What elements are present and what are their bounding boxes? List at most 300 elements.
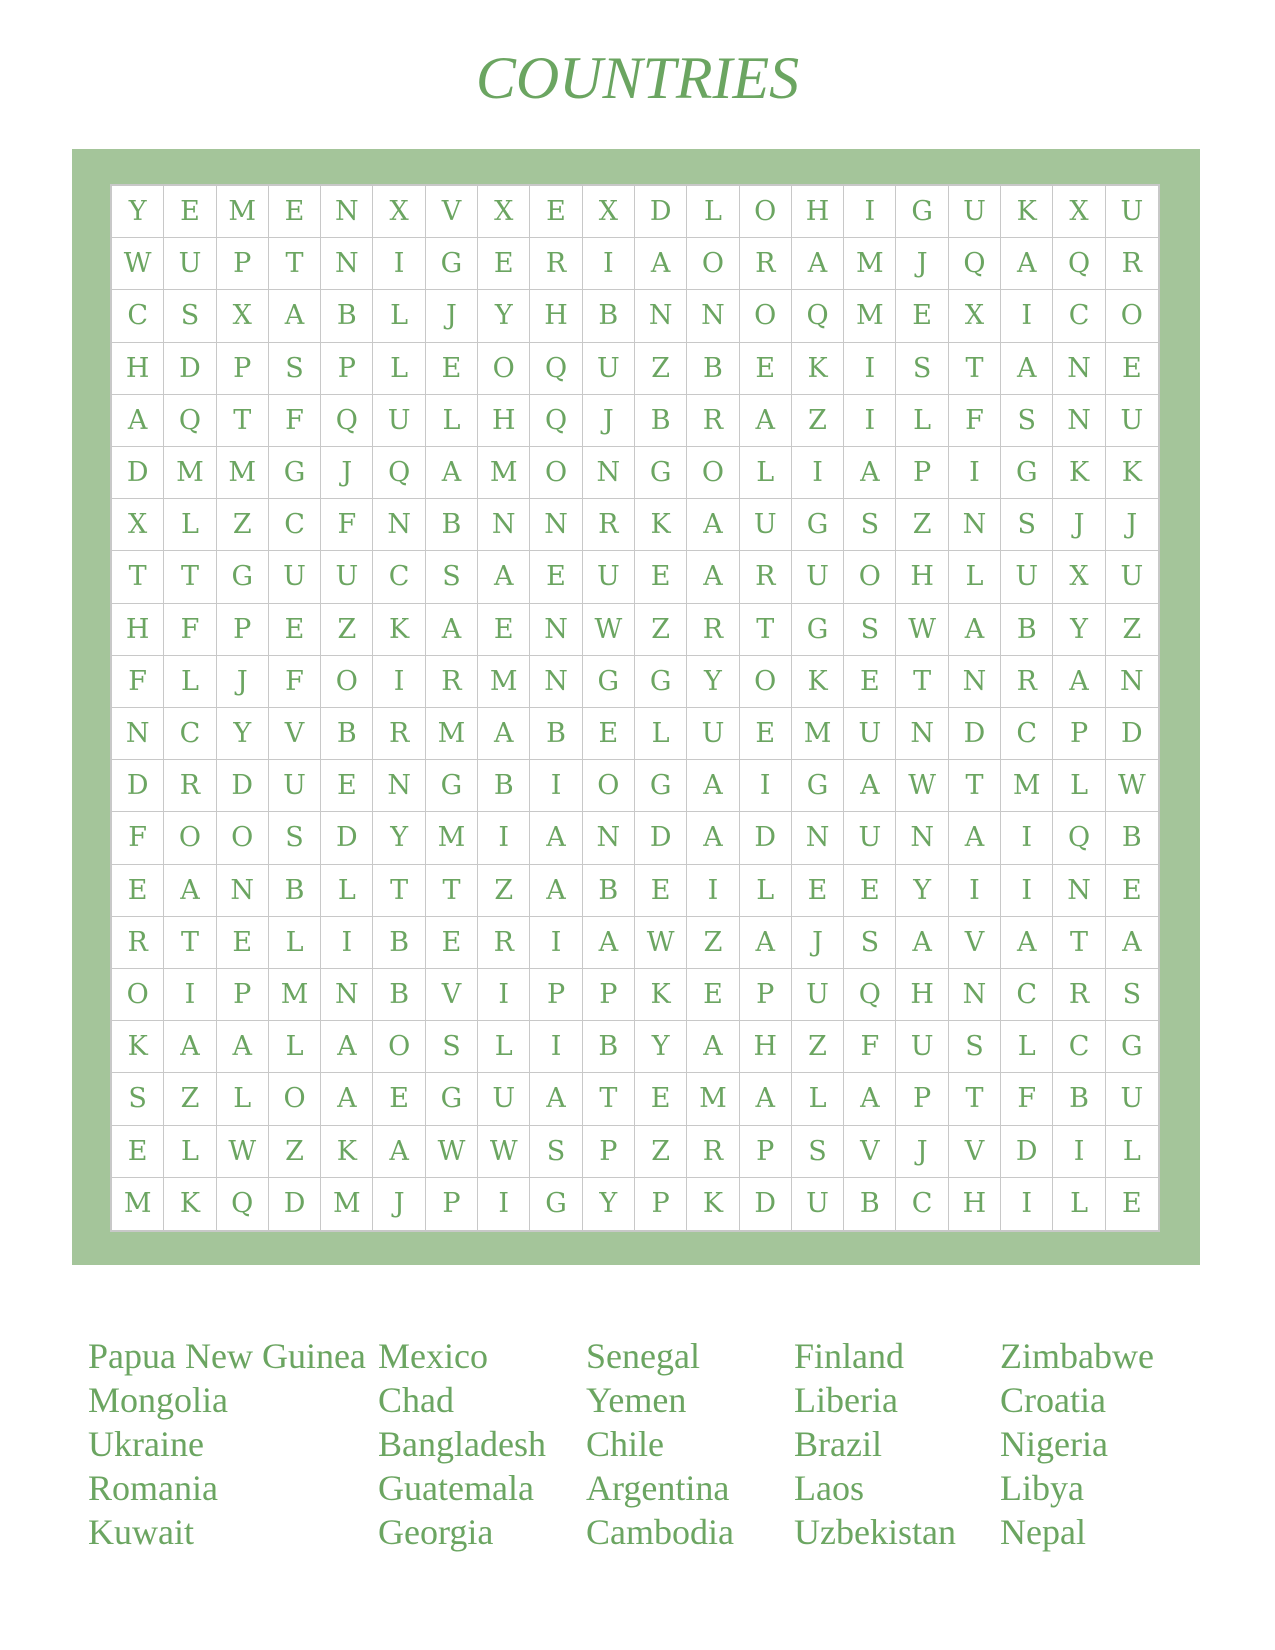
grid-cell[interactable]: J (1106, 499, 1158, 551)
grid-cell[interactable]: A (1001, 917, 1053, 969)
grid-cell[interactable]: P (217, 238, 269, 290)
grid-cell[interactable]: U (1106, 395, 1158, 447)
grid-cell[interactable]: J (321, 447, 373, 499)
grid-cell[interactable]: S (844, 499, 896, 551)
grid-cell[interactable]: T (164, 551, 216, 603)
grid-cell[interactable]: N (321, 969, 373, 1021)
grid-cell[interactable]: O (1106, 290, 1158, 342)
grid-cell[interactable]: M (217, 447, 269, 499)
grid-cell[interactable]: Z (269, 1126, 321, 1178)
grid-cell[interactable]: M (478, 447, 530, 499)
grid-cell[interactable]: G (792, 760, 844, 812)
grid-cell[interactable]: C (164, 708, 216, 760)
grid-cell[interactable]: I (949, 865, 1001, 917)
grid-cell[interactable]: H (112, 343, 164, 395)
grid-cell[interactable]: A (321, 1073, 373, 1125)
grid-cell[interactable]: A (792, 238, 844, 290)
grid-cell[interactable]: I (583, 238, 635, 290)
grid-cell[interactable]: G (635, 656, 687, 708)
grid-cell[interactable]: F (321, 499, 373, 551)
grid-cell[interactable]: S (949, 1021, 1001, 1073)
grid-cell[interactable]: Z (1106, 604, 1158, 656)
grid-cell[interactable]: J (217, 656, 269, 708)
grid-cell[interactable]: I (1001, 812, 1053, 864)
grid-cell[interactable]: C (1001, 969, 1053, 1021)
grid-cell[interactable]: I (478, 812, 530, 864)
grid-cell[interactable]: G (1001, 447, 1053, 499)
grid-cell[interactable]: S (164, 290, 216, 342)
grid-cell[interactable]: M (844, 238, 896, 290)
grid-cell[interactable]: Z (687, 917, 739, 969)
grid-cell[interactable]: G (583, 656, 635, 708)
grid-cell[interactable]: N (530, 656, 582, 708)
grid-cell[interactable]: O (740, 186, 792, 238)
grid-cell[interactable]: E (1106, 865, 1158, 917)
grid-cell[interactable]: H (530, 290, 582, 342)
grid-cell[interactable]: D (1001, 1126, 1053, 1178)
grid-cell[interactable]: R (478, 917, 530, 969)
grid-cell[interactable]: Y (635, 1021, 687, 1073)
grid-cell[interactable]: Z (792, 1021, 844, 1073)
grid-cell[interactable]: R (426, 656, 478, 708)
grid-cell[interactable]: Q (321, 395, 373, 447)
grid-cell[interactable]: L (373, 343, 425, 395)
grid-cell[interactable]: V (269, 708, 321, 760)
grid-cell[interactable]: B (1106, 812, 1158, 864)
grid-cell[interactable]: I (1001, 290, 1053, 342)
grid-cell[interactable]: K (792, 656, 844, 708)
grid-cell[interactable]: F (844, 1021, 896, 1073)
grid-cell[interactable]: L (478, 1021, 530, 1073)
grid-cell[interactable]: Q (373, 447, 425, 499)
grid-cell[interactable]: S (1106, 969, 1158, 1021)
grid-cell[interactable]: R (1106, 238, 1158, 290)
grid-cell[interactable]: N (321, 186, 373, 238)
grid-cell[interactable]: G (217, 551, 269, 603)
grid-cell[interactable]: O (740, 656, 792, 708)
grid-cell[interactable]: O (321, 656, 373, 708)
grid-cell[interactable]: X (373, 186, 425, 238)
grid-cell[interactable]: E (269, 604, 321, 656)
grid-cell[interactable]: E (112, 1126, 164, 1178)
grid-cell[interactable]: B (635, 395, 687, 447)
grid-cell[interactable]: I (321, 917, 373, 969)
grid-cell[interactable]: F (112, 656, 164, 708)
grid-cell[interactable]: E (635, 1073, 687, 1125)
grid-cell[interactable]: Q (530, 343, 582, 395)
grid-cell[interactable]: Q (217, 1178, 269, 1230)
grid-cell[interactable]: T (426, 865, 478, 917)
grid-cell[interactable]: U (792, 969, 844, 1021)
grid-cell[interactable]: X (583, 186, 635, 238)
grid-cell[interactable]: E (530, 551, 582, 603)
grid-cell[interactable]: E (1121, 1188, 1142, 1220)
grid-cell[interactable]: T (373, 865, 425, 917)
grid-cell[interactable]: A (687, 760, 739, 812)
grid-cell[interactable]: B (373, 969, 425, 1021)
grid-cell[interactable]: P (1053, 708, 1105, 760)
grid-cell[interactable]: M (792, 708, 844, 760)
grid-cell[interactable]: L (217, 1073, 269, 1125)
grid-cell[interactable]: E (687, 969, 739, 1021)
grid-cell[interactable]: U (687, 708, 739, 760)
grid-cell[interactable]: L (164, 1126, 216, 1178)
grid-cell[interactable]: L (635, 708, 687, 760)
grid-cell[interactable]: V (949, 917, 1001, 969)
grid-cell[interactable]: O (269, 1073, 321, 1125)
grid-cell[interactable]: B (583, 290, 635, 342)
grid-cell[interactable]: W (217, 1126, 269, 1178)
grid-cell[interactable]: A (896, 917, 948, 969)
grid-cell[interactable]: M (426, 708, 478, 760)
grid-cell[interactable]: X (949, 290, 1001, 342)
grid-cell[interactable]: I (792, 447, 844, 499)
grid-cell[interactable]: T (896, 656, 948, 708)
grid-cell[interactable]: O (687, 447, 739, 499)
grid-cell[interactable]: A (373, 1126, 425, 1178)
grid-cell[interactable]: H (740, 1021, 792, 1073)
grid-cell[interactable]: K (164, 1178, 216, 1230)
grid-cell[interactable]: N (321, 238, 373, 290)
grid-cell[interactable]: E (635, 551, 687, 603)
grid-cell[interactable]: W (112, 238, 164, 290)
grid-cell[interactable]: I (844, 343, 896, 395)
grid-cell[interactable]: Z (217, 499, 269, 551)
grid-cell[interactable]: A (1001, 238, 1053, 290)
grid-cell[interactable]: A (321, 1021, 373, 1073)
grid-cell[interactable]: D (112, 447, 164, 499)
grid-cell[interactable]: Q (949, 238, 1001, 290)
grid-cell[interactable]: N (1106, 656, 1158, 708)
grid-cell[interactable]: M (687, 1073, 739, 1125)
grid-cell[interactable]: L (321, 865, 373, 917)
grid-cell[interactable]: L (269, 917, 321, 969)
grid-cell[interactable]: U (321, 551, 373, 603)
grid-cell[interactable]: A (687, 812, 739, 864)
grid-cell[interactable]: B (321, 290, 373, 342)
grid-cell[interactable]: Y (896, 865, 948, 917)
grid-cell[interactable]: M (321, 1178, 373, 1230)
grid-cell[interactable]: A (844, 447, 896, 499)
grid-cell[interactable]: K (112, 1021, 164, 1073)
grid-cell[interactable]: D (112, 760, 164, 812)
grid-cell[interactable]: K (1053, 447, 1105, 499)
grid-cell[interactable]: N (583, 812, 635, 864)
grid-cell[interactable]: U (792, 1178, 844, 1230)
grid-cell[interactable]: E (740, 708, 792, 760)
grid-cell[interactable]: K (792, 343, 844, 395)
grid-cell[interactable]: Y (112, 186, 164, 238)
grid-cell[interactable]: S (112, 1073, 164, 1125)
grid-cell[interactable]: I (530, 1021, 582, 1073)
grid-cell[interactable]: E (844, 656, 896, 708)
grid-cell[interactable]: O (740, 290, 792, 342)
grid-cell[interactable]: N (949, 969, 1001, 1021)
grid-cell[interactable]: X (478, 186, 530, 238)
grid-cell[interactable]: U (844, 812, 896, 864)
grid-cell[interactable]: W (426, 1126, 478, 1178)
grid-cell[interactable]: M (426, 812, 478, 864)
grid-cell[interactable]: J (426, 290, 478, 342)
grid-cell[interactable]: L (373, 290, 425, 342)
grid-cell[interactable]: G (426, 238, 478, 290)
grid-cell[interactable]: T (949, 760, 1001, 812)
grid-cell[interactable]: I (844, 186, 896, 238)
grid-cell[interactable]: S (269, 812, 321, 864)
grid-cell[interactable]: E (164, 186, 216, 238)
grid-cell[interactable]: S (426, 1021, 478, 1073)
grid-cell[interactable]: E (478, 238, 530, 290)
grid-cell[interactable]: O (687, 238, 739, 290)
grid-cell[interactable]: I (1001, 865, 1053, 917)
grid-cell[interactable]: U (1106, 1073, 1158, 1125)
grid-cell[interactable]: I (164, 969, 216, 1021)
grid-cell[interactable]: P (896, 447, 948, 499)
grid-cell[interactable]: A (164, 865, 216, 917)
grid-cell[interactable]: Z (896, 499, 948, 551)
grid-cell[interactable]: D (1106, 708, 1158, 760)
grid-cell[interactable]: I (687, 865, 739, 917)
grid-cell[interactable]: A (1001, 343, 1053, 395)
grid-cell[interactable]: L (1053, 760, 1105, 812)
grid-cell[interactable]: P (530, 969, 582, 1021)
grid-cell[interactable]: D (321, 812, 373, 864)
grid-cell[interactable]: Q (1053, 238, 1105, 290)
grid-cell[interactable]: B (321, 708, 373, 760)
grid-cell[interactable]: M (1001, 760, 1053, 812)
grid-cell[interactable]: F (112, 812, 164, 864)
grid-cell[interactable]: G (426, 760, 478, 812)
grid-cell[interactable]: N (1053, 865, 1105, 917)
grid-cell[interactable]: F (164, 604, 216, 656)
grid-cell[interactable]: I (949, 447, 1001, 499)
grid-cell[interactable]: A (583, 917, 635, 969)
grid-cell[interactable]: A (687, 499, 739, 551)
grid-cell[interactable]: Z (635, 343, 687, 395)
grid-cell[interactable]: A (844, 1073, 896, 1125)
grid-cell[interactable]: N (896, 708, 948, 760)
grid-cell[interactable]: Y (478, 290, 530, 342)
grid-cell[interactable]: E (269, 186, 321, 238)
grid-cell[interactable]: G (635, 447, 687, 499)
grid-cell[interactable]: Z (478, 865, 530, 917)
grid-cell[interactable]: P (217, 969, 269, 1021)
grid-cell[interactable]: N (1053, 343, 1105, 395)
grid-cell[interactable]: Y (373, 812, 425, 864)
grid-cell[interactable]: I (478, 969, 530, 1021)
grid-cell[interactable]: O (530, 447, 582, 499)
grid-cell[interactable]: W (1106, 760, 1158, 812)
grid-cell[interactable]: I (844, 395, 896, 447)
grid-cell[interactable]: G (269, 447, 321, 499)
grid-cell[interactable]: N (635, 290, 687, 342)
grid-cell[interactable]: N (583, 447, 635, 499)
grid-cell[interactable]: T (1053, 917, 1105, 969)
grid-cell[interactable]: U (949, 186, 1001, 238)
grid-cell[interactable]: Z (321, 604, 373, 656)
grid-cell[interactable]: U (844, 708, 896, 760)
grid-cell[interactable]: X (1053, 186, 1105, 238)
grid-cell[interactable]: O (217, 812, 269, 864)
grid-cell[interactable]: N (373, 499, 425, 551)
grid-cell[interactable]: O (373, 1021, 425, 1073)
grid-cell[interactable]: F (1001, 1073, 1053, 1125)
grid-cell[interactable]: Y (687, 656, 739, 708)
grid-cell[interactable]: A (1053, 656, 1105, 708)
grid-cell[interactable]: R (164, 760, 216, 812)
grid-cell[interactable]: R (687, 395, 739, 447)
grid-cell[interactable]: S (426, 551, 478, 603)
grid-cell[interactable]: F (269, 656, 321, 708)
grid-cell[interactable]: A (530, 865, 582, 917)
grid-cell[interactable]: E (530, 186, 582, 238)
grid-cell[interactable]: S (1001, 499, 1053, 551)
grid-cell[interactable]: D (635, 186, 687, 238)
grid-cell[interactable]: Y (583, 1178, 635, 1230)
grid-cell[interactable]: Q (792, 290, 844, 342)
grid-cell[interactable]: P (426, 1178, 478, 1230)
grid-cell[interactable]: M (112, 1178, 164, 1230)
grid-cell[interactable]: B (687, 343, 739, 395)
grid-cell[interactable]: A (844, 760, 896, 812)
grid-cell[interactable]: B (844, 1178, 896, 1230)
grid-cell[interactable]: D (269, 1178, 321, 1230)
grid-cell[interactable]: A (687, 1021, 739, 1073)
grid-cell[interactable]: C (1053, 290, 1105, 342)
grid-cell[interactable]: W (635, 917, 687, 969)
grid-cell[interactable]: O (583, 760, 635, 812)
grid-cell[interactable]: I (740, 760, 792, 812)
grid-cell[interactable]: N (1053, 395, 1105, 447)
grid-cell[interactable]: U (269, 551, 321, 603)
grid-cell[interactable]: A (269, 290, 321, 342)
grid-cell[interactable]: X (1053, 551, 1105, 603)
grid-cell[interactable]: D (949, 708, 1001, 760)
grid-cell[interactable]: N (792, 812, 844, 864)
grid-cell[interactable]: Y (217, 708, 269, 760)
grid-cell[interactable]: N (896, 812, 948, 864)
grid-cell[interactable]: E (583, 708, 635, 760)
grid-cell[interactable]: W (896, 604, 948, 656)
grid-cell[interactable]: U (896, 1021, 948, 1073)
grid-cell[interactable]: P (217, 604, 269, 656)
grid-cell[interactable]: R (687, 1126, 739, 1178)
grid-cell[interactable]: B (583, 865, 635, 917)
grid-cell[interactable]: L (949, 551, 1001, 603)
grid-cell[interactable]: F (949, 395, 1001, 447)
grid-cell[interactable]: P (740, 969, 792, 1021)
grid-cell[interactable]: N (687, 290, 739, 342)
grid-cell[interactable]: N (373, 760, 425, 812)
grid-cell[interactable]: A (164, 1021, 216, 1073)
grid-cell[interactable]: I (1001, 1178, 1053, 1230)
grid-cell[interactable]: I (530, 917, 582, 969)
grid-cell[interactable]: L (164, 656, 216, 708)
grid-cell[interactable]: B (583, 1021, 635, 1073)
grid-cell[interactable]: A (740, 917, 792, 969)
grid-cell[interactable]: B (1053, 1073, 1105, 1125)
grid-cell[interactable]: G (635, 760, 687, 812)
grid-cell[interactable]: U (583, 551, 635, 603)
grid-cell[interactable]: I (373, 238, 425, 290)
grid-cell[interactable]: G (426, 1073, 478, 1125)
grid-cell[interactable]: C (1001, 708, 1053, 760)
grid-cell[interactable]: C (373, 551, 425, 603)
grid-cell[interactable]: Z (792, 395, 844, 447)
grid-cell[interactable]: K (635, 499, 687, 551)
grid-cell[interactable]: I (530, 760, 582, 812)
grid-cell[interactable]: U (792, 551, 844, 603)
grid-cell[interactable]: D (164, 343, 216, 395)
grid-cell[interactable]: A (478, 708, 530, 760)
grid-cell[interactable]: K (635, 969, 687, 1021)
grid-cell[interactable]: X (217, 290, 269, 342)
grid-cell[interactable]: G (792, 604, 844, 656)
grid-cell[interactable]: E (844, 865, 896, 917)
grid-cell[interactable]: L (792, 1073, 844, 1125)
grid-cell[interactable]: P (635, 1178, 687, 1230)
grid-cell[interactable]: T (269, 238, 321, 290)
grid-cell[interactable]: T (583, 1073, 635, 1125)
grid-cell[interactable]: U (1001, 551, 1053, 603)
grid-cell[interactable]: A (530, 812, 582, 864)
grid-cell[interactable]: P (217, 343, 269, 395)
grid-cell[interactable]: E (217, 917, 269, 969)
grid-cell[interactable]: A (478, 551, 530, 603)
grid-cell[interactable]: S (844, 604, 896, 656)
grid-cell[interactable]: G (530, 1178, 582, 1230)
grid-cell[interactable]: V (949, 1126, 1001, 1178)
grid-cell[interactable]: K (1106, 447, 1158, 499)
grid-cell[interactable]: T (740, 604, 792, 656)
grid-cell[interactable]: E (426, 343, 478, 395)
grid-cell[interactable]: N (112, 708, 164, 760)
grid-cell[interactable]: L (426, 395, 478, 447)
grid-cell[interactable]: N (478, 499, 530, 551)
grid-cell[interactable]: J (583, 395, 635, 447)
grid-cell[interactable]: R (687, 604, 739, 656)
grid-cell[interactable]: P (321, 343, 373, 395)
grid-cell[interactable]: F (269, 395, 321, 447)
grid-cell[interactable]: Z (635, 1126, 687, 1178)
grid-cell[interactable]: W (478, 1126, 530, 1178)
grid-cell[interactable]: M (478, 656, 530, 708)
grid-cell[interactable]: Y (1053, 604, 1105, 656)
grid-cell[interactable]: S (530, 1126, 582, 1178)
grid-cell[interactable]: S (792, 1126, 844, 1178)
grid-cell[interactable]: T (112, 551, 164, 603)
grid-cell[interactable]: X (112, 499, 164, 551)
grid-cell[interactable]: K (687, 1178, 739, 1230)
grid-cell[interactable]: P (583, 969, 635, 1021)
grid-cell[interactable]: O (112, 969, 164, 1021)
grid-cell[interactable]: U (1106, 551, 1158, 603)
grid-cell[interactable]: A (217, 1021, 269, 1073)
grid-cell[interactable]: L (1053, 1178, 1105, 1230)
grid-cell[interactable]: S (896, 343, 948, 395)
grid-cell[interactable]: R (1001, 656, 1053, 708)
grid-cell[interactable]: G (1106, 1021, 1158, 1073)
grid-cell[interactable]: K (1001, 186, 1053, 238)
grid-cell[interactable]: E (373, 1073, 425, 1125)
grid-cell[interactable]: A (949, 812, 1001, 864)
grid-cell[interactable]: I (373, 656, 425, 708)
grid-cell[interactable]: Q (844, 969, 896, 1021)
grid-cell[interactable]: H (112, 604, 164, 656)
grid-cell[interactable]: H (896, 969, 948, 1021)
grid-cell[interactable]: A (687, 551, 739, 603)
grid-cell[interactable]: V (426, 969, 478, 1021)
